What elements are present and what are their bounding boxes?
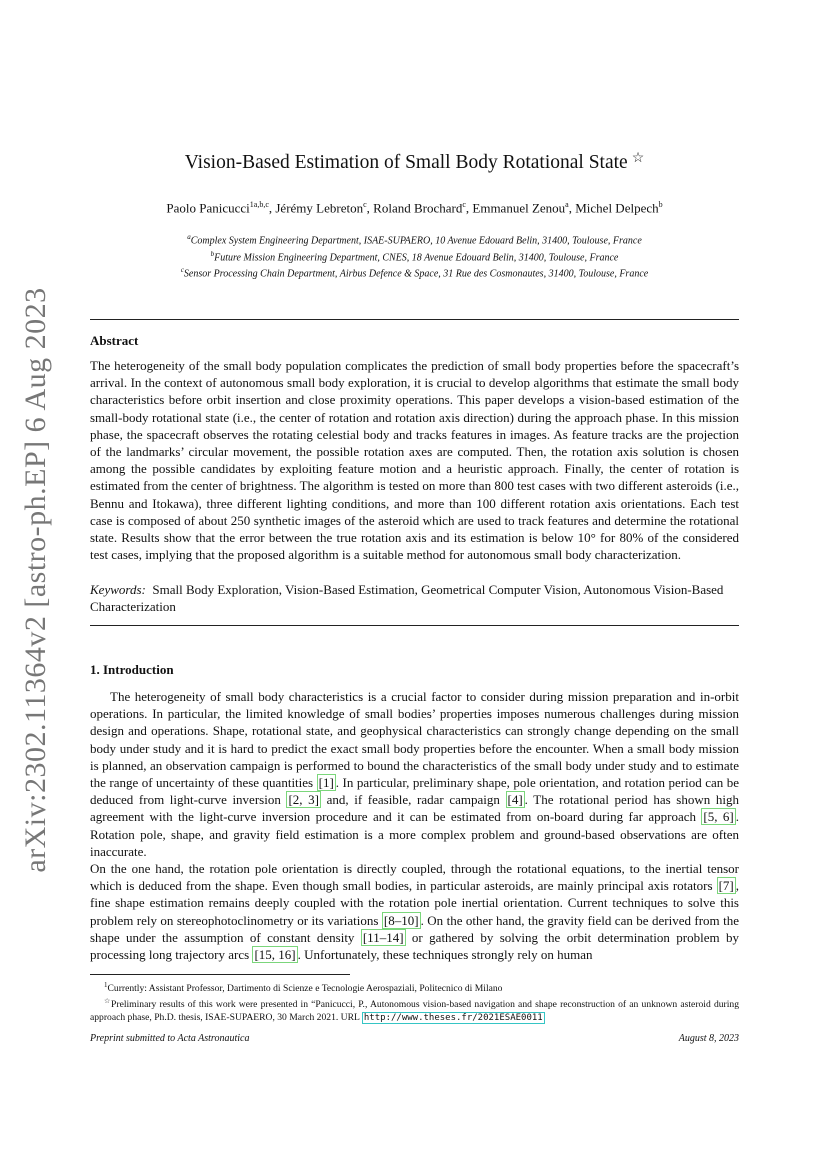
author-affil-mark: c bbox=[462, 200, 466, 209]
paragraph bbox=[90, 860, 739, 963]
citation-link[interactable]: [4] bbox=[507, 792, 523, 808]
thesis-url-link[interactable]: http://www.theses.fr/2021ESAE0011 bbox=[363, 1012, 543, 1023]
affiliation-text: Complex System Engineering Department, ISAE-SUPAERO, 10 Avenue Edouard Belin, 31400, Toulouse, France bbox=[190, 235, 642, 247]
text-run: , fine shape estimation remains deeply coupled with the rotation pole inertial orientation. Current techniques to solve this problem rely on stereophotoclinometry or its variations bbox=[90, 878, 739, 928]
text-run: . The rotational period has shown high agreement with the light-curve inversion procedure and it can be estimated from on-board during far approach bbox=[90, 792, 739, 825]
author-affil-mark: 1a,b,c bbox=[249, 200, 269, 209]
affiliation-mark: c bbox=[180, 266, 184, 275]
footnote-mark: ☆ bbox=[104, 997, 112, 1006]
text-run: . Rotation pole, shape, and gravity field estimation is a more complex problem and ground-based observations are often inaccurate. bbox=[90, 809, 739, 859]
paragraph bbox=[90, 688, 739, 860]
text-run: The heterogeneity of small body characteristics is a crucial factor to consider during mission preparation and in-orbit operations. In particular, the limited knowledge of small bodies’ properties imposes numerous challenges during mission design and operations. Shape, rotational state, and geophysical characteristics can strongly change depending on the small body under study and it is hard to predict the exact small body properties before the encounter. When a small body mission is planned, an observation campaign is performed to bound the characteristics of the small body under study and to estimate the range of uncertainty of these quantities bbox=[90, 689, 739, 791]
affiliation-mark: b bbox=[210, 249, 215, 258]
citation-link[interactable]: [11–14] bbox=[362, 929, 404, 945]
title-text: Vision-Based Estimation of Small Body Rotational State bbox=[184, 152, 628, 173]
text-run: On the one hand, the rotation pole orientation is directly coupled, through the rotational equations, to the inertial tensor which is deduced from the shape. Even though small bodies, in particular asteroids, are mainly principal axis rotators bbox=[90, 861, 739, 894]
affiliation-line bbox=[90, 248, 739, 265]
author-affil-mark: c bbox=[363, 200, 367, 209]
footnote bbox=[90, 979, 739, 995]
author-name: Paolo Panicucci bbox=[166, 200, 250, 216]
author-list: Paolo Panicucci$^{1a,b,c}$, Jérémy Lebreton$^c$, Roland Brochard$^c$, Emmanuel Zenou$^a$, Michel Delpech$^b$ bbox=[166, 200, 663, 216]
paper-title bbox=[90, 150, 739, 174]
keywords bbox=[90, 581, 739, 615]
text-run: . In particular, preliminary shape, pole orientation, and rotation period can be deduced from light-curve inversion bbox=[90, 775, 739, 808]
text-run: and, if feasible, radar campaign bbox=[320, 792, 506, 808]
footnote-text: Preliminary results of this work were presented in “Panicucci, P., Autonomous vision-based navigation and shape reconstruction of an unknown asteroid during approach phase, Ph.D. thesis, ISAE-SUPAERO, 30 March 2021. URL bbox=[90, 999, 739, 1023]
abstract-top-rule bbox=[90, 319, 739, 320]
keywords-text: Small Body Exploration, Vision-Based Estimation, Geometrical Computer Vision, Autonomous Vision-Based Characterization bbox=[90, 582, 724, 614]
footnote-rule bbox=[90, 974, 350, 975]
citation-link[interactable]: [7] bbox=[718, 878, 734, 894]
affiliation-mark: a bbox=[187, 233, 191, 241]
preprint-date: August 8, 2023 bbox=[678, 1033, 739, 1044]
preprint-note: Preprint submitted to Acta Astronautica bbox=[90, 1033, 250, 1044]
author-affil-mark: a bbox=[565, 200, 569, 209]
affiliation-text: Future Mission Engineering Department, CNES, 18 Avenue Edouard Belin, 31400, Toulouse, France bbox=[214, 252, 619, 264]
introduction-body bbox=[90, 688, 739, 963]
abstract-bottom-rule bbox=[90, 625, 739, 626]
text-run: . Unfortunately, these techniques strongly rely on human bbox=[297, 947, 593, 963]
citation-link[interactable]: [2, 3] bbox=[288, 792, 319, 808]
section-heading-introduction: 1. Introduction bbox=[90, 662, 174, 677]
affiliation-line bbox=[90, 231, 739, 248]
footnotes bbox=[90, 979, 739, 1024]
text-run: . On the other hand, the gravity field can be derived from the shape under the assumption of constant density bbox=[90, 912, 739, 945]
author-name: Jérémy Lebreton bbox=[275, 200, 364, 216]
abstract-heading: Abstract bbox=[90, 333, 139, 348]
abstract-body: The heterogeneity of the small body population complicates the prediction of small body properties before the spacecraft’s arrival. In the context of autonomous small body exploration, it is crucial to develop algorithms that estimate the small body characteristics before orbit insertion and close proximity operations. This paper develops a vision-based estimation of the small-body rotational state (i.e., the center of rotation and rotation axis direction) during the approach phase. In this mission phase, the spacecraft observes the rotating celestial body and tracks features in images. As feature tracks are the projection of the landmarks’ circular movement, the possible rotation axes are computed. Then, the rotation axis solution is chosen among the possible candidates by exploiting feature motion and a heuristic approach. Finally, the center of rotation is estimated from the center of brightness. The algorithm is tested on more than 800 test cases with two different asteroids (i.e., Bennu and Itokawa), three different lighting conditions, and more than 100 different rotation axis orientations. Each test case is composed of about 250 synthetic images of the asteroid which are used to track features and determine the rotational state. Results show that the error between the true rotation axis and its estimation is below 10° for 80% of the considered test cases, implying that the proposed algorithm is a suitable method for autonomous small body characterization. bbox=[90, 358, 739, 563]
affiliations bbox=[90, 231, 739, 281]
citation-link[interactable]: [15, 16] bbox=[254, 947, 296, 963]
author-name: Michel Delpech bbox=[575, 200, 659, 216]
footnote bbox=[90, 995, 739, 1024]
footnote-mark: 1 bbox=[104, 981, 108, 989]
author-name: Emmanuel Zenou bbox=[472, 200, 566, 216]
author-affil-mark: b bbox=[658, 200, 663, 209]
affiliation-text: Sensor Processing Chain Department, Airbus Defence & Space, 31 Rue des Cosmonautes, 31400, Toulouse, France bbox=[183, 268, 649, 280]
affiliation-line bbox=[90, 264, 739, 281]
author-name: Roland Brochard bbox=[373, 200, 463, 216]
citation-link[interactable]: [5, 6] bbox=[703, 809, 734, 825]
text-run: or gathered by solving the orbit determination problem by processing long trajectory arcs bbox=[90, 929, 739, 963]
citation-link[interactable]: [1] bbox=[318, 775, 334, 791]
citation-link[interactable]: [8–10] bbox=[383, 912, 419, 928]
title-footnote-mark: ☆ bbox=[631, 151, 645, 166]
footnote-text: Currently: Assistant Professor, Dartimento di Scienze e Tecnologie Aerospaziali, Politecnico di Milano bbox=[107, 983, 503, 995]
arxiv-sidebar bbox=[0, 0, 80, 1171]
keywords-label: Keywords: bbox=[90, 582, 146, 597]
arxiv-identifier: arXiv:2302.11364v2 [astro-ph.EP] 6 Aug 2023 bbox=[19, 287, 52, 873]
